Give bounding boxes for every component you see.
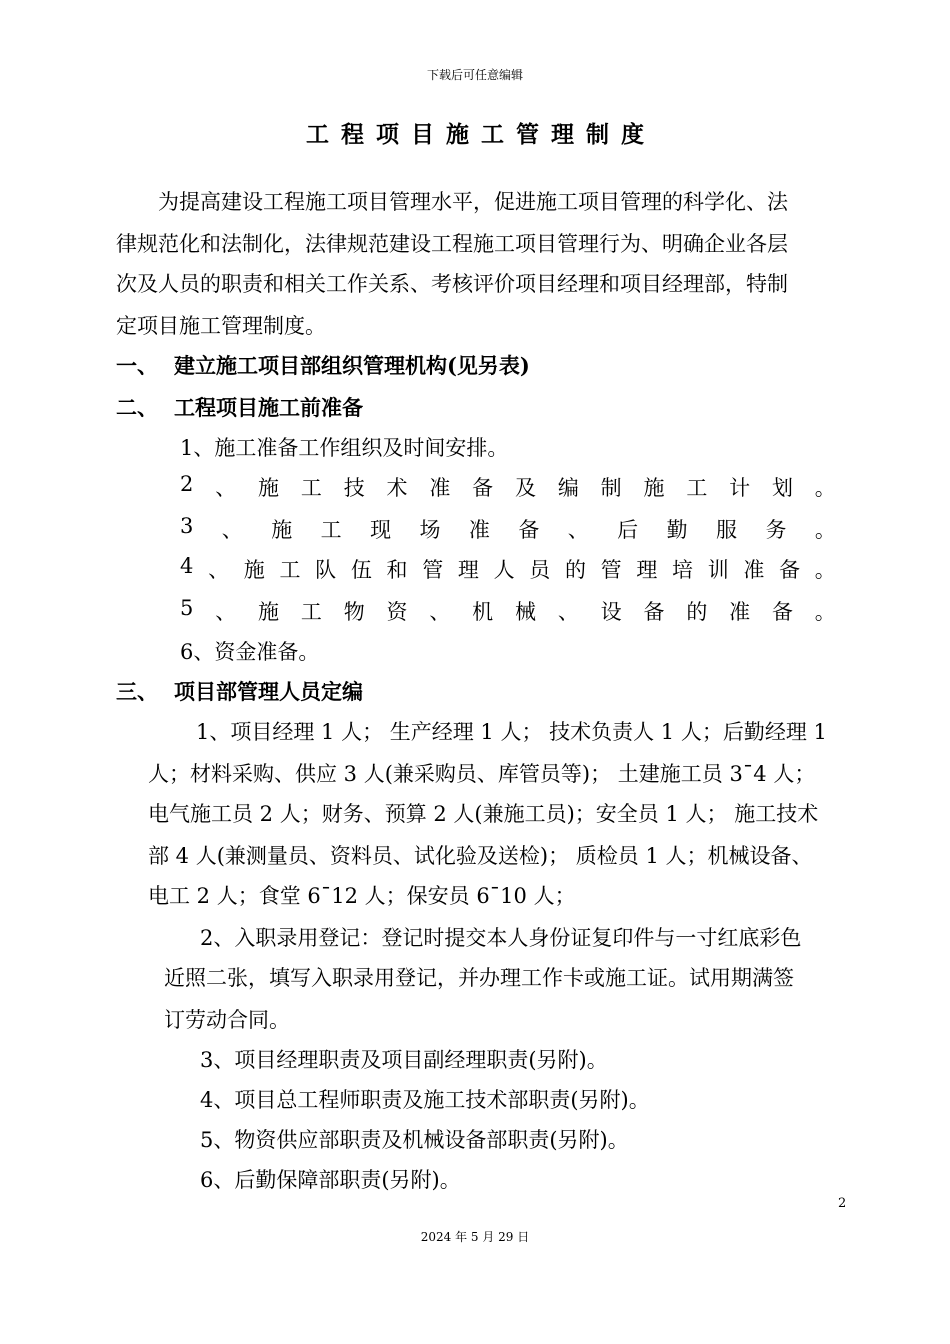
line-char: 4 bbox=[180, 554, 194, 578]
list-item bbox=[180, 472, 836, 502]
intro-line: 律规范化和法制化，法律规范建设工程施工项目管理行为、明确企业各层 bbox=[116, 232, 788, 256]
line-char: 准 bbox=[468, 518, 490, 542]
line-char: 备 bbox=[643, 600, 665, 624]
document-title: 工程项目施工管理制度 bbox=[306, 121, 656, 148]
list-item: 6、资金准备。 bbox=[180, 640, 320, 664]
staffing-line: 电气施工员 2 人；财务、预算 2 人(兼施工员)；安全员 1 人； 施工技术 bbox=[148, 802, 819, 826]
line-char: 务 bbox=[765, 518, 787, 542]
line-char: 划 bbox=[771, 476, 793, 500]
line-char: 设 bbox=[600, 600, 622, 624]
line-char: 技 bbox=[343, 476, 365, 500]
line-char: 准 bbox=[429, 476, 451, 500]
line-char: 备 bbox=[518, 518, 540, 542]
section-heading bbox=[116, 676, 363, 706]
list-item bbox=[180, 596, 836, 626]
line-char: 机 bbox=[472, 600, 494, 624]
line-char: 、 bbox=[221, 518, 243, 542]
staffing-line: 1、项目经理 1 人； 生产经理 1 人； 技术负责人 1 人；后勤经理 1 bbox=[196, 720, 827, 744]
section-heading bbox=[116, 392, 363, 422]
line-char: 服 bbox=[716, 518, 738, 542]
line-char: 资 bbox=[386, 600, 408, 624]
line-char: 。 bbox=[814, 600, 836, 624]
list-item: 5、物资供应部职责及机械设备部职责(另附)。 bbox=[200, 1128, 629, 1152]
line-char: 训 bbox=[707, 558, 729, 582]
line-char: 的 bbox=[564, 558, 586, 582]
line-char: 理 bbox=[457, 558, 479, 582]
line-char: 场 bbox=[419, 518, 441, 542]
registration-line: 2、入职录用登记：登记时提交本人身份证复印件与一寸红底彩色 bbox=[200, 926, 802, 950]
line-char: 及 bbox=[515, 476, 536, 500]
intro-line: 次及人员的职责和相关工作关系、考核评价项目经理和项目经理部，特制 bbox=[116, 272, 788, 296]
line-char: 的 bbox=[686, 600, 708, 624]
line-char: 5 bbox=[180, 596, 194, 620]
intro-line: 为提高建设工程施工项目管理水平，促进施工项目管理的科学化、法 bbox=[158, 190, 788, 214]
line-char: 理 bbox=[636, 558, 658, 582]
line-char: 工 bbox=[300, 600, 322, 624]
line-char: 械 bbox=[515, 600, 536, 624]
line-char: 施 bbox=[643, 476, 665, 500]
line-char: 术 bbox=[386, 476, 408, 500]
line-char: 制 bbox=[600, 476, 622, 500]
line-char: 准 bbox=[729, 600, 751, 624]
list-item bbox=[180, 514, 836, 544]
line-char: 备 bbox=[472, 476, 494, 500]
staffing-line: 人；材料采购、供应 3 人(兼采购员、库管员等)； 土建施工员 3¯4 人； bbox=[148, 762, 816, 786]
list-item: 4、项目总工程师职责及施工技术部职责(另附)。 bbox=[200, 1088, 650, 1112]
line-char: 备 bbox=[771, 600, 793, 624]
line-char: 伍 bbox=[350, 558, 372, 582]
line-char: 。 bbox=[814, 518, 836, 542]
line-char: 、 bbox=[429, 600, 451, 624]
section-number: 二、 bbox=[116, 395, 158, 420]
line-char: 员 bbox=[529, 558, 551, 582]
line-char: 施 bbox=[243, 558, 265, 582]
section-heading bbox=[116, 350, 530, 380]
line-char: 工 bbox=[300, 476, 322, 500]
footer-date: 2024 年 5 月 29 日 bbox=[420, 1230, 530, 1244]
intro-line: 定项目施工管理制度。 bbox=[116, 314, 326, 338]
section-number: 三、 bbox=[116, 679, 158, 704]
line-char: 准 bbox=[743, 558, 765, 582]
line-char: 后 bbox=[617, 518, 639, 542]
line-char: 2 bbox=[180, 472, 194, 496]
list-item: 3、项目经理职责及项目副经理职责(另附)。 bbox=[200, 1048, 608, 1072]
header-note: 下载后可任意编辑 bbox=[426, 68, 523, 82]
line-char: 施 bbox=[258, 476, 280, 500]
line-char: 计 bbox=[729, 476, 751, 500]
line-char: 工 bbox=[279, 558, 301, 582]
line-char: 和 bbox=[386, 558, 408, 582]
section-number: 一、 bbox=[116, 353, 158, 378]
line-char: 管 bbox=[422, 558, 444, 582]
line-char: 。 bbox=[814, 476, 836, 500]
page-number: 2 bbox=[838, 1196, 847, 1211]
line-char: 队 bbox=[315, 558, 337, 582]
staffing-line: 部 4 人(兼测量员、资料员、试化验及送检)； 质检员 1 人；机械设备、 bbox=[148, 844, 813, 868]
section-title: 工程项目施工前准备 bbox=[174, 395, 363, 420]
registration-line: 订劳动合同。 bbox=[164, 1008, 290, 1032]
list-item: 1、施工准备工作组织及时间安排。 bbox=[180, 436, 509, 460]
line-char: 现 bbox=[370, 518, 392, 542]
list-item: 6、后勤保障部职责(另附)。 bbox=[200, 1168, 461, 1192]
line-char: 施 bbox=[271, 518, 293, 542]
line-char: 备 bbox=[779, 558, 801, 582]
line-char: 勤 bbox=[666, 518, 688, 542]
line-char: 、 bbox=[215, 600, 237, 624]
list-item bbox=[180, 554, 836, 584]
line-char: 施 bbox=[258, 600, 280, 624]
line-char: 工 bbox=[320, 518, 342, 542]
line-char: 、 bbox=[557, 600, 579, 624]
line-char: 培 bbox=[672, 558, 693, 582]
line-char: 物 bbox=[343, 600, 365, 624]
section-title: 项目部管理人员定编 bbox=[174, 679, 363, 704]
line-char: 3 bbox=[180, 514, 194, 538]
line-char: 编 bbox=[557, 476, 579, 500]
line-char: 。 bbox=[814, 558, 836, 582]
line-char: 工 bbox=[686, 476, 708, 500]
section-title: 建立施工项目部组织管理机构(见另表) bbox=[174, 353, 530, 378]
line-char: 、 bbox=[567, 518, 589, 542]
line-char: 、 bbox=[208, 558, 230, 582]
staffing-line: 电工 2 人；食堂 6¯12 人；保安员 6¯10 人； bbox=[148, 884, 576, 908]
line-char: 管 bbox=[600, 558, 622, 582]
line-char: 、 bbox=[215, 476, 237, 500]
line-char: 人 bbox=[493, 558, 515, 582]
registration-line: 近照二张，填写入职录用登记，并办理工作卡或施工证。试用期满签 bbox=[164, 966, 794, 990]
